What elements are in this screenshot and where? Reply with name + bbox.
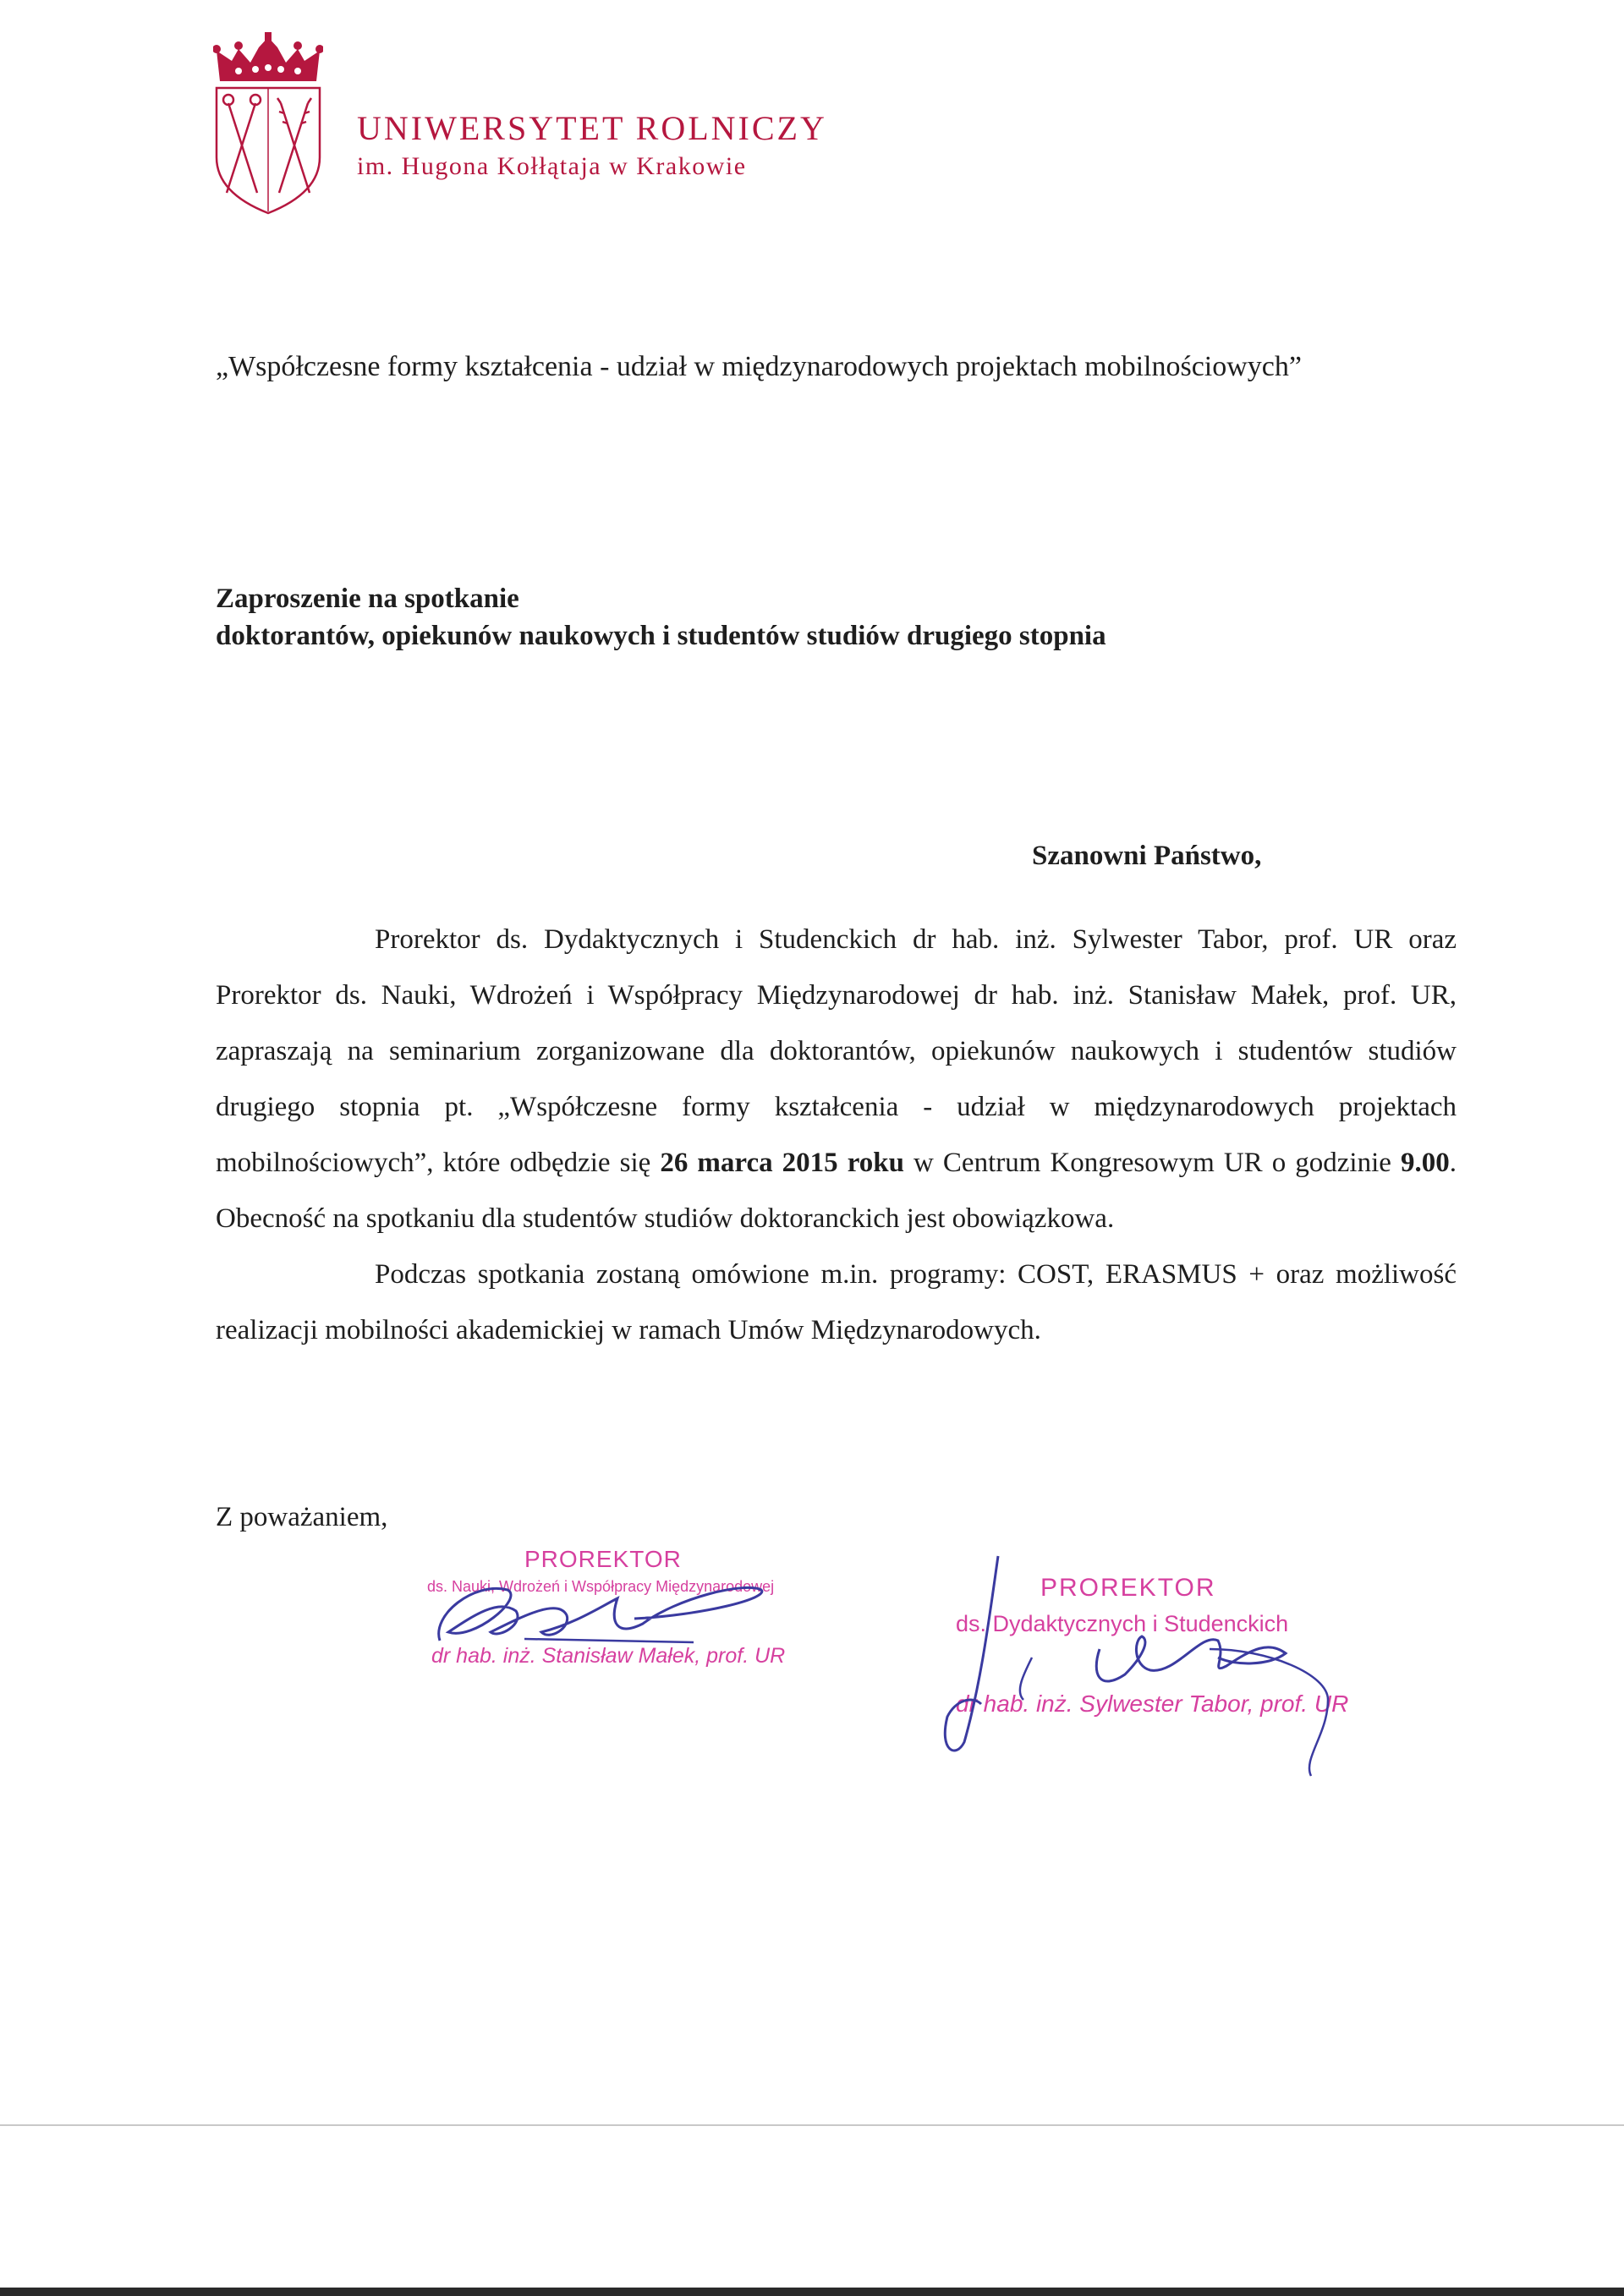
university-subtitle: im. Hugona Kołłątaja w Krakowie bbox=[357, 152, 747, 180]
stamp-left-office: ds. Nauki, Wdrożeń i Współpracy Międzynarodowej bbox=[427, 1578, 775, 1595]
stamp-right-office: ds. Dydaktycznych i Studenckich bbox=[956, 1611, 1289, 1636]
closing: Z poważaniem, bbox=[216, 1502, 388, 1532]
body-p1-text-3: . Obecność na spotkaniu dla studentów studiów doktoranckich jest obowiązkowa. bbox=[216, 1148, 1457, 1234]
invitation-line-1: Zaproszenie na spotkanie bbox=[216, 584, 519, 614]
scan-fold-line bbox=[0, 2124, 1624, 2126]
body-p1-text-1: Prorektor ds. Dydaktycznych i Studenckich dr hab. inż. Sylwester Tabor, prof. UR oraz Prorektor ds. Nauki, Wdrożeń i Współpracy Międzynarodowej dr hab. inż. Stanisław Małek, prof. UR, zapraszają na seminarium zorganizowane dla doktorantów, opiekunów naukowych i studentów studiów drugiego stopnia pt. „Współczesne formy kształcenia - udział w międzynarodowych projektach mobilnościowych”, które odbędzie się bbox=[216, 924, 1457, 1178]
invitation-heading bbox=[216, 580, 1106, 655]
university-name: UNIWERSYTET ROLNICZY bbox=[357, 109, 827, 147]
body-paragraph-2: Podczas spotkania zostaną omówione m.in. programy: COST, ERASMUS + oraz możliwość realizacji mobilności akademickiej w ramach Umów Międzynarodowych. bbox=[216, 1259, 1457, 1345]
event-date: 26 marca 2015 roku bbox=[660, 1148, 904, 1178]
event-time: 9.00 bbox=[1400, 1148, 1450, 1178]
stamp-right-title: PROREKTOR bbox=[1040, 1574, 1216, 1602]
salutation: Szanowni Państwo, bbox=[1032, 841, 1262, 871]
signature-right bbox=[930, 1548, 1353, 1784]
seminar-title: „Współczesne formy kształcenia - udział w międzynarodowych projektach mobilnościowych” bbox=[216, 351, 1302, 382]
invitation-line-2: doktorantów, opiekunów naukowych i studentów studiów drugiego stopnia bbox=[216, 621, 1106, 651]
letter-body bbox=[216, 912, 1457, 1358]
stamp-right-name: dr hab. inż. Sylwester Tabor, prof. UR bbox=[956, 1690, 1349, 1717]
university-crest-logo bbox=[213, 32, 323, 216]
body-paragraph-1 bbox=[216, 912, 1457, 1247]
scan-edge bbox=[0, 2288, 1624, 2296]
signature-left bbox=[423, 1564, 795, 1658]
body-p1-text-2: w Centrum Kongresowym UR o godzinie bbox=[903, 1148, 1401, 1178]
stamp-left-name: dr hab. inż. Stanisław Małek, prof. UR bbox=[431, 1644, 786, 1668]
stamp-left-title: PROREKTOR bbox=[524, 1546, 682, 1572]
